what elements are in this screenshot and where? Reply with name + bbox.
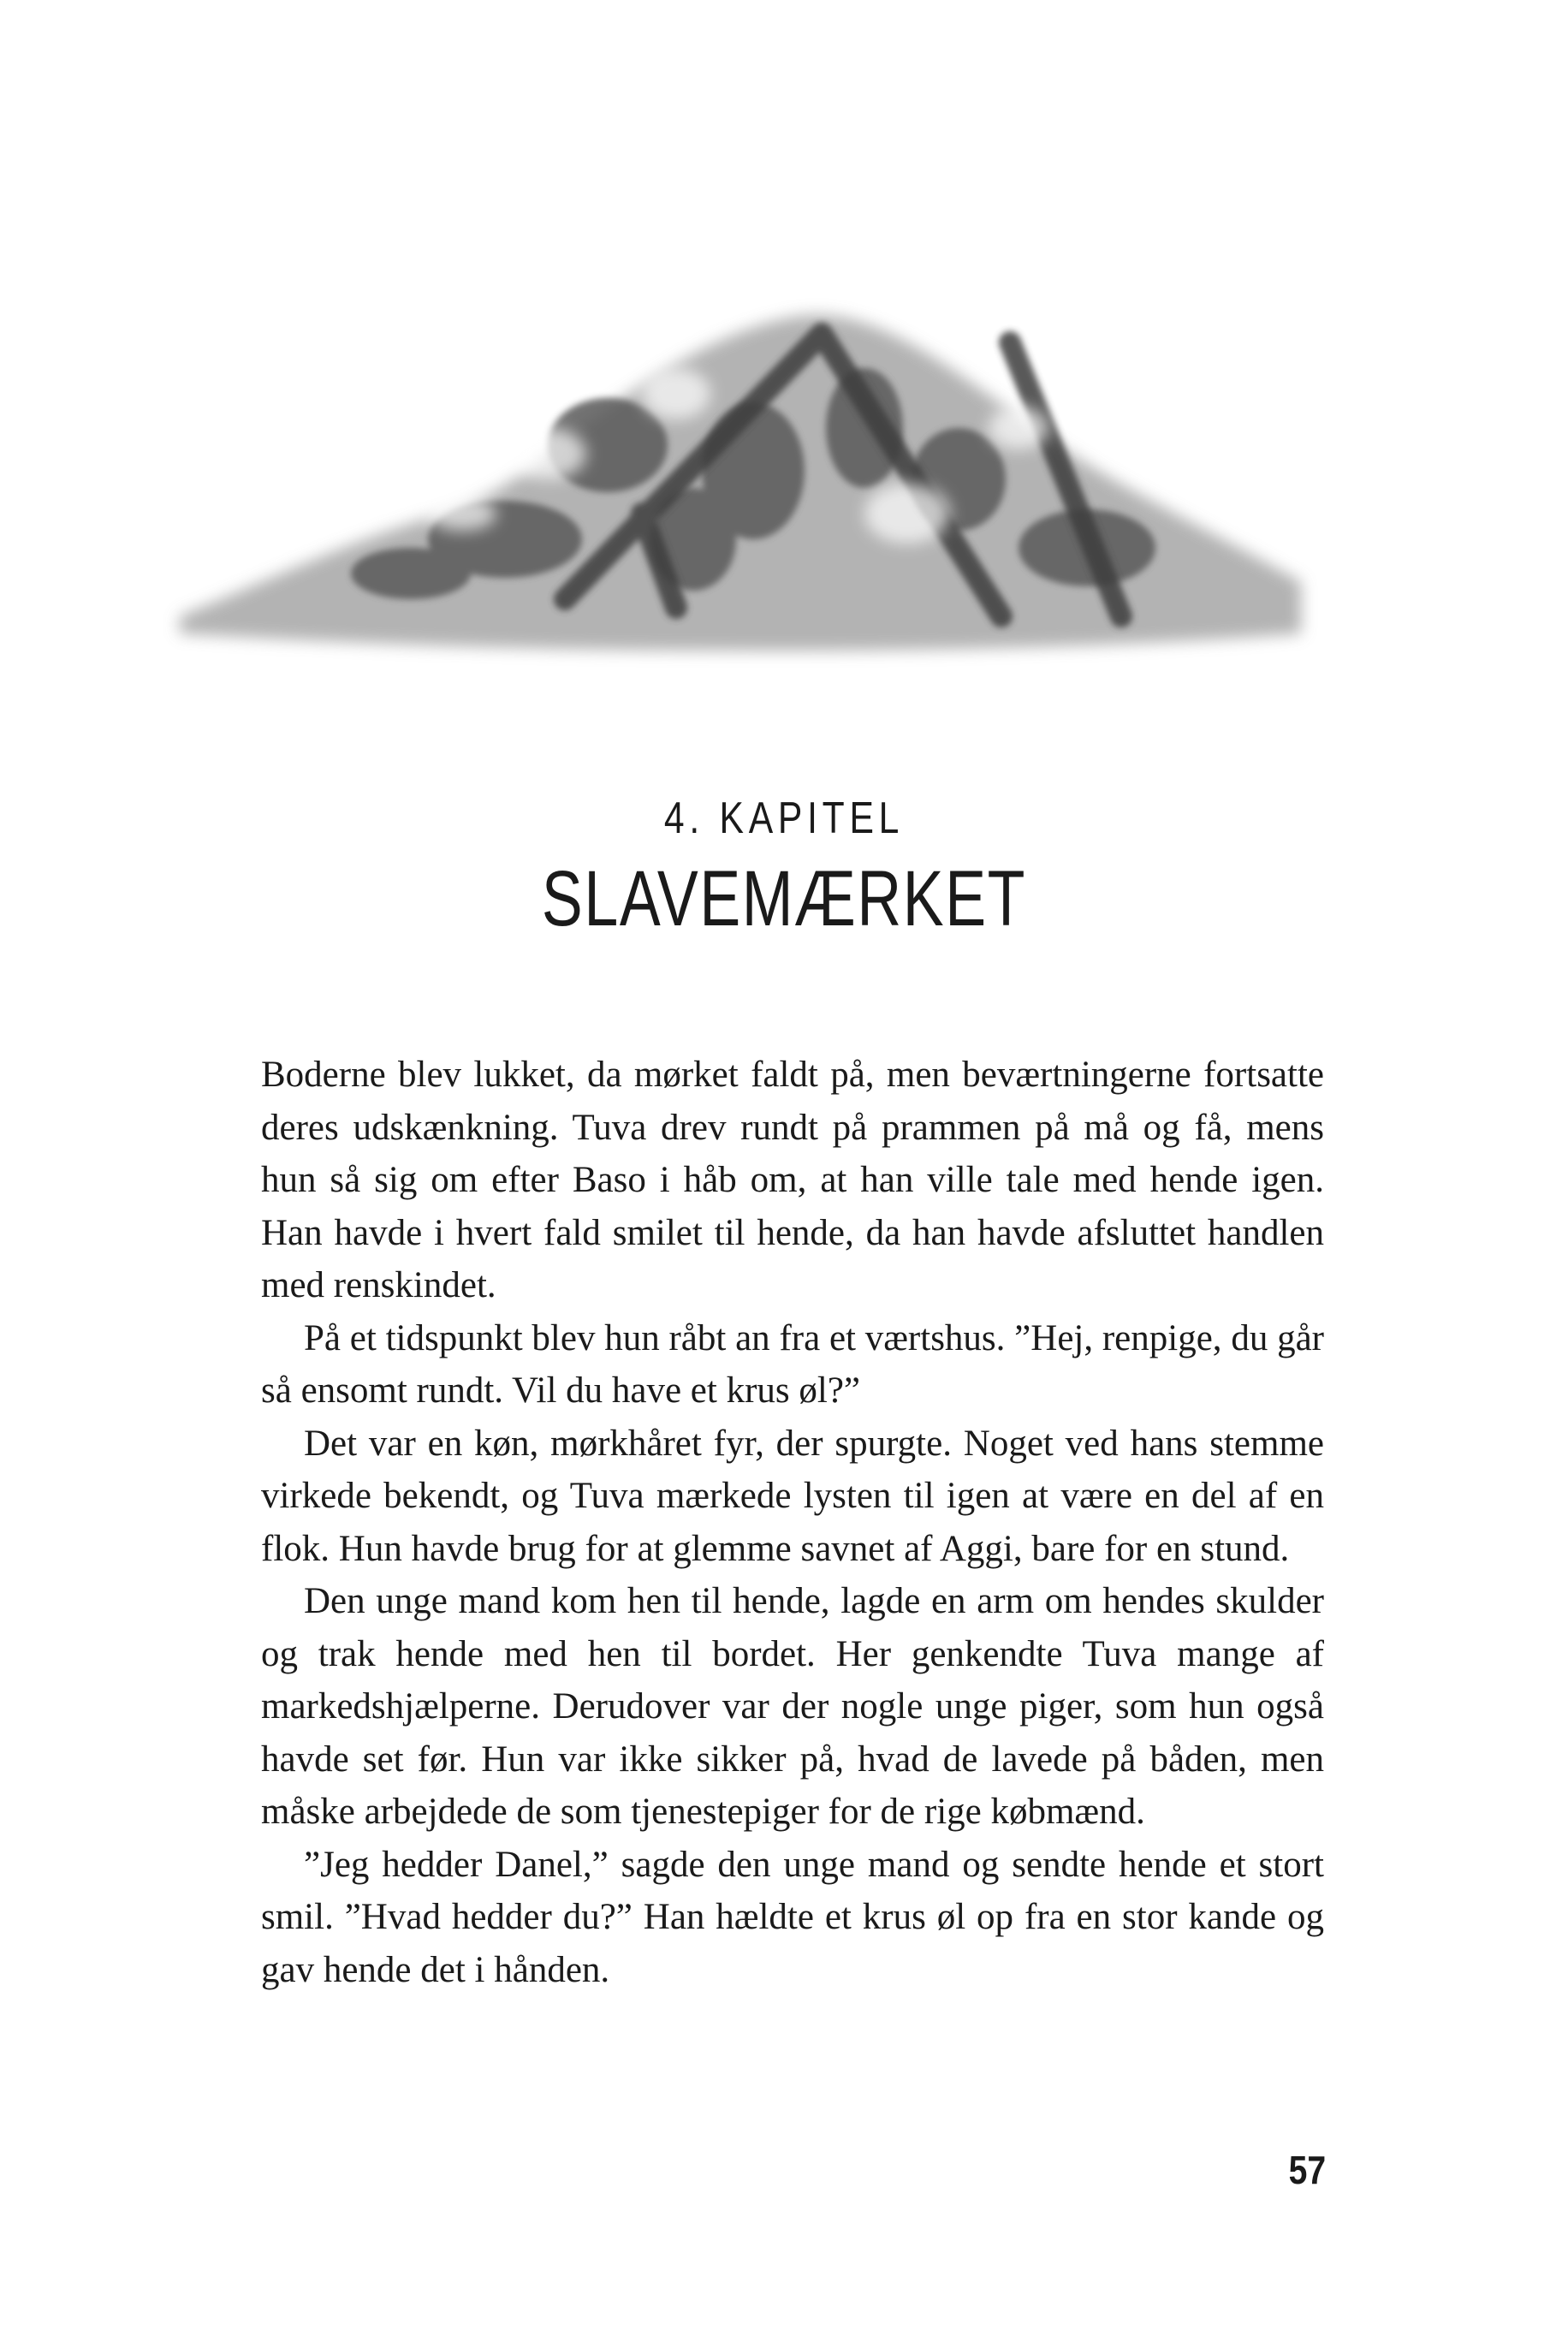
paragraph-4: Den unge mand kom hen til hende, lagde en arm om hendes skulder og trak hende med hen til bordet. Her genkendte Tuva mange af markedshjælperne. Derudover var der nogle unge piger, som hun også havde set før. Hun var ikke sikker på, hvad de lavede på båden, men måske arbejdede de som tjenestepiger for de rige købmænd. [261, 1581, 1324, 1832]
paragraph-3: Det var en køn, mørkhåret fyr, der spurgte. Noget ved hans stemme virkede bekendt, og Tuva mærkede lysten til igen at være en del af en flok. Hun havde brug for at glemme savnet af Aggi, bare for en stund. [261, 1423, 1324, 1569]
chapter-heading [0, 792, 1568, 947]
page-number: 57 [1288, 2148, 1326, 2192]
smoke-roof-icon [163, 257, 1318, 685]
chapter-title: SLAVEMÆRKET [541, 855, 1027, 943]
paragraph-1: Boderne blev lukket, da mørket faldt på, men beværtningerne fortsatte deres udskænkning. Tuva drev rundt på prammen på må og få, mens hun så sig om efter Baso i håb om, at han ville tale med hende igen. Han havde i hvert fald smilet til hende, da han havde afsluttet handlen med renskindet. [261, 1055, 1324, 1305]
body-text [261, 1049, 1324, 1996]
burning-roof-illustration [163, 257, 1318, 685]
paragraph-5: ”Jeg hedder Danel,” sagde den unge mand og sendte hende et stort smil. ”Hvad hedder du?” Han hældte et krus øl op fra en stor kande og gav hende det i hånden. [261, 1844, 1324, 1990]
chapter-label: 4. KAPITEL [663, 794, 905, 843]
paragraph-2: På et tidspunkt blev hun råbt an fra et værtshus. ”Hej, renpige, du går så ensomt rundt. Vil du have et krus øl?” [261, 1317, 1324, 1411]
